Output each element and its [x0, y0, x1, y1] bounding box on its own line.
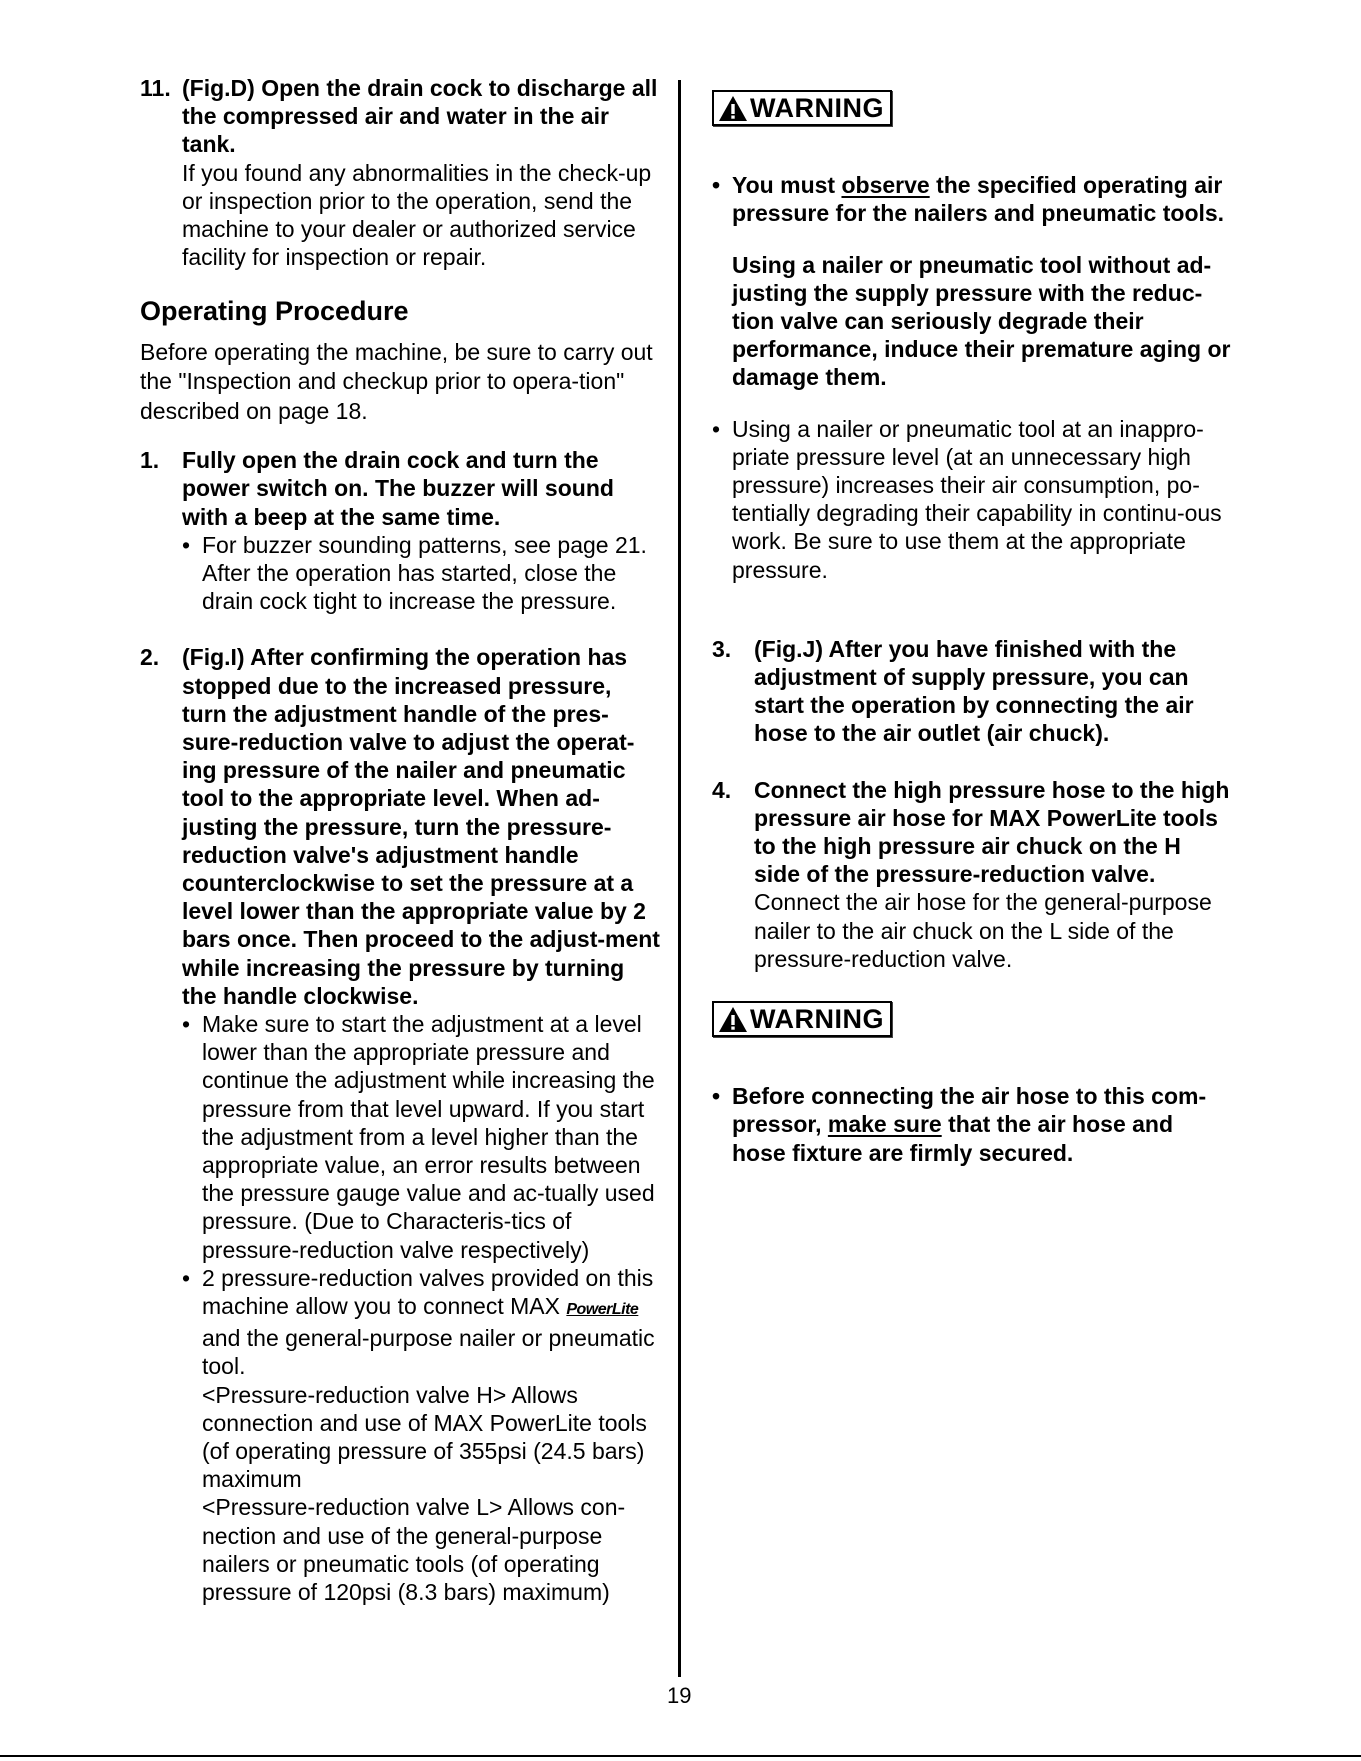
powerlite-logo: PowerLite: [566, 1301, 639, 1319]
warning-label: [712, 90, 892, 126]
section-title: Operating Procedure: [140, 296, 409, 327]
step-number: 3.: [712, 635, 732, 662]
step-body: If you found any abnormalities in the check-up or inspection prior to the operation, send the machine to your dealer or authorized service facility for inspection or repair.: [182, 159, 652, 271]
bullet-item: [182, 1010, 660, 1264]
text-part: Before connecting the air hose to this com-pressor,: [732, 1083, 1207, 1138]
underlined-text: observe: [841, 172, 930, 199]
step-heading: Fully open the drain cock and turn the power switch on. The buzzer will sound with a beep at the same time.: [182, 447, 614, 530]
text-part: You must: [732, 172, 842, 199]
bullet-text: • For buzzer sounding patterns, see page 21.: [202, 531, 647, 558]
warning-text: WARNING: [750, 1004, 884, 1035]
step-4: [712, 776, 1232, 973]
valve-h-description: <Pressure-reduction valve H> Allows connection and use of MAX PowerLite tools (of operating pressure of 355psi (24.5 bars) maximum: [202, 1381, 647, 1493]
warning-bullet-heading: [732, 171, 1232, 227]
step-heading: (Fig.J) After you have finished with the adjustment of supply pressure, you can start the operation by connecting the air hose to the air outlet (air chuck).: [754, 635, 1194, 747]
step-body: Connect the air hose for the general-purpose nailer to the air chuck on the L side of the pressure-reduction valve.: [754, 889, 1212, 972]
step-number: 4.: [712, 776, 732, 803]
step-heading: (Fig.I) After confirming the operation has stopped due to the increased pressure, turn the adjustment handle of the pres-sure-reduction valve to adjust the operat-ing pressure of the nailer and pneumatic tool to the appropriate level. When ad-justing the pressure, turn the pressure-reduction valve's adjustment handle counterclockwise to set the pressure at a level lower than the appropriate value by 2 bars once. Then proceed to the adjust-ment while increasing the pressure by turning the handle clockwise.: [182, 644, 660, 1009]
bottom-rule: [0, 1755, 1361, 1757]
warning-bullet-body: Using a nailer or pneumatic tool without ad-justing the supply pressure with the reduc-tion valve can seriously degrade their performance, induce their premature aging or damage them.: [732, 251, 1231, 391]
bullet-text-part: and the general-purpose nailer or pneumatic tool.: [202, 1325, 655, 1380]
left-column: [140, 74, 660, 1606]
warning-bullet: [712, 415, 1232, 584]
step-heading: (Fig.D) Open the drain cock to discharge all the compressed air and water in the air tank.: [182, 75, 658, 158]
underlined-text: make sure: [827, 1111, 942, 1138]
bullet-item: [182, 1264, 660, 1606]
intro-paragraph: Before operating the machine, be sure to carry out the "Inspection and checkup prior to opera-tion" described on page 18.: [140, 338, 653, 424]
step-heading: Connect the high pressure hose to the high pressure air hose for MAX PowerLite tools to the high pressure air chuck on the H side of the pressure-reduction valve.: [754, 776, 1230, 888]
bullet-item: [182, 531, 660, 616]
step-number: 11.: [140, 75, 171, 101]
warning-triangle-icon: [718, 95, 748, 122]
step-number: 2.: [140, 644, 160, 671]
step-11: [140, 74, 660, 271]
warning-bullet: [712, 1082, 1232, 1167]
column-divider: [678, 80, 681, 1677]
step-3: [712, 635, 1232, 748]
valve-l-description: <Pressure-reduction valve L> Allows con-nection and use of the general-purpose nailers or pneumatic tools (of operating pressure of 120psi (8.3 bars) maximum): [202, 1494, 626, 1606]
step-body: After the operation has started, close the drain cock tight to increase the pressure.: [202, 559, 617, 615]
warning-bullet-text: [732, 1082, 1232, 1167]
text-part: the specified operating air pressure for the nailers and pneumatic tools.: [732, 172, 1225, 227]
text-part: that the air hose and hose fixture are firmly secured.: [732, 1111, 1174, 1166]
step-number: 1.: [140, 447, 160, 474]
bullet-text: [202, 1264, 660, 1381]
right-column: [712, 90, 1232, 1190]
warning-text: WARNING: [750, 93, 884, 123]
warning-label: [712, 1001, 892, 1037]
step-1: [140, 446, 660, 615]
warning-bullet-text: • Using a nailer or pneumatic tool at an inappro-priate pressure level (at an unnecessary high pressure) increases their air consumption, po-tentially degrading their capability in continu-ous work. Be sure to use them at the appropriate pressure.: [732, 415, 1222, 583]
bullet-text-part: 2 pressure-reduction valves provided on this machine allow you to connect MAX: [202, 1264, 654, 1320]
page-number: 19: [667, 1683, 692, 1708]
step-2: [140, 643, 660, 1606]
bullet-text: • Make sure to start the adjustment at a level lower than the appropriate pressure and continue the adjustment while increasing the pressure from that level upward. If you start the adjustment from a level higher than the appropriate value, an error results between the pressure gauge value and ac-tually used pressure. (Due to Characteris-tics of pressure-reduction valve respectively): [202, 1010, 655, 1263]
warning-triangle-icon: [718, 1006, 748, 1033]
warning-bullet: [712, 171, 1232, 391]
